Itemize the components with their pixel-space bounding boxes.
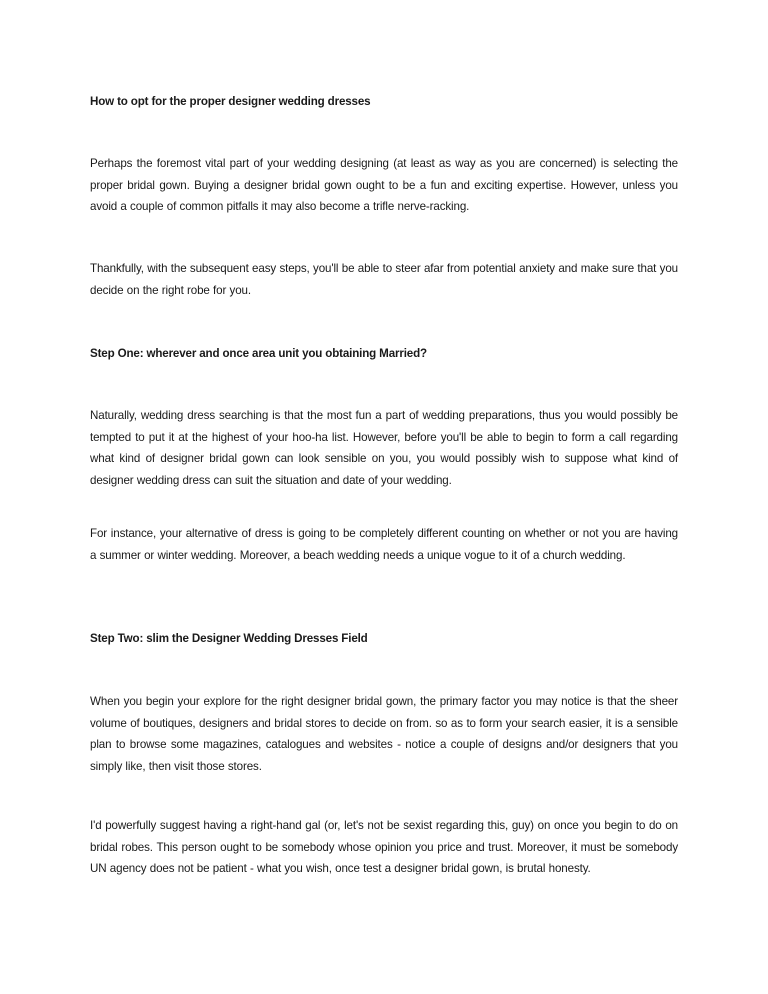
step-one-paragraph-1: Naturally, wedding dress searching is that the most fun a part of wedding preparations, thus you would possibly be tempted to put it at the highest of your hoo-ha list. However, before you'll be able to begin to form a call regarding what kind of designer bridal gown can look sensible on you, you would possibly wish to suppose what kind of designer wedding dress can suit the situation and date of your wedding. [90,409,678,487]
step-two-paragraph-1: When you begin your explore for the right designer bridal gown, the primary factor you may notice is that the sheer volume of boutiques, designers and bridal stores to decide on from. so as to form your search easier, it is a sensible plan to browse some magazines, catalogues and websites - notice a couple of designs and/or designers that you simply like, then visit those stores. [90,695,678,773]
step-one-heading: Step One: wherever and once area unit you obtaining Married? [90,347,427,360]
document-page [90,0,678,994]
intro-paragraph-1: Perhaps the foremost vital part of your wedding designing (at least as way as you are concerned) is selecting the proper bridal gown. Buying a designer bridal gown ought to be a fun and exciting expertise. However, unless you avoid a couple of common pitfalls it may also become a trifle nerve-racking. [90,157,678,213]
step-one-paragraph-2: For instance, your alternative of dress is going to be completely different counting on whether or not you are having a summer or winter wedding. Moreover, a beach wedding needs a unique vogue to it of a church wedding. [90,527,678,562]
step-two-paragraph-2: I'd powerfully suggest having a right-hand gal (or, let's not be sexist regarding this, guy) on once you begin to do on bridal robes. This person ought to be somebody whose opinion you price and trust. Moreover, it must be somebody UN agency does not be patient - what you wish, once test a designer bridal gown, is brutal honesty. [90,819,678,875]
document-title: How to opt for the proper designer wedding dresses [90,95,371,108]
step-two-heading: Step Two: slim the Designer Wedding Dresses Field [90,632,368,645]
intro-paragraph-2: Thankfully, with the subsequent easy steps, you'll be able to steer afar from potential anxiety and make sure that you decide on the right robe for you. [90,262,678,297]
